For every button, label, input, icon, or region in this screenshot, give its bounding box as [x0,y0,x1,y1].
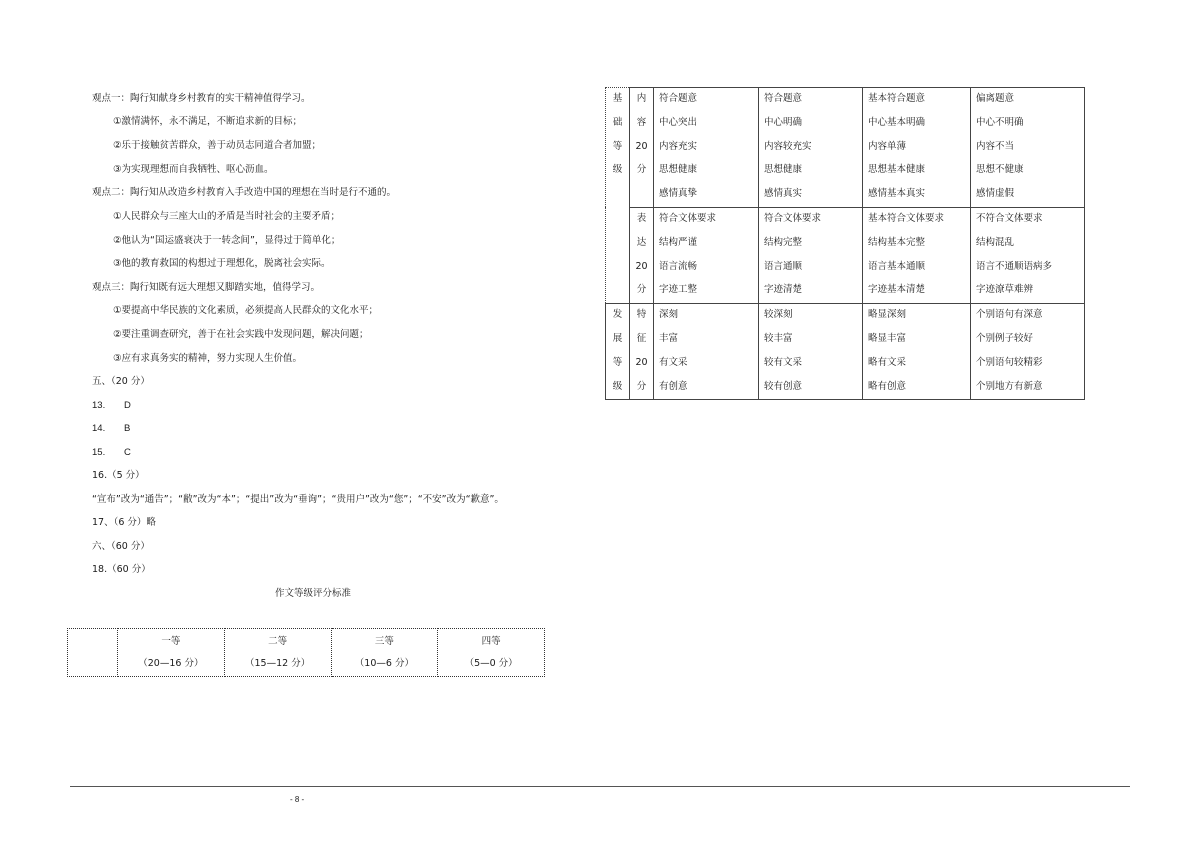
content-grade-3: 基本符合题意 中心基本明确 内容单薄 思想基本健康 感情基本真实 [863,88,971,208]
section-5-heading: 五、（20 分） [92,376,150,387]
view2-point-2: ②他认为“国运盛衰决于一转念间”，显得过于简单化； [113,235,341,246]
view3-point-3: ③应有求真务实的精神，努力实现人生价值。 [113,353,303,364]
view2-point-3: ③他的教育救国的构想过于理想化，脱离社会实际。 [113,258,331,269]
q16-heading: 16.（5 分） [92,470,145,481]
answer-value: D [124,400,131,411]
expression-grade-1: 符合文体要求 结构严谨 语言流畅 字迹工整 [654,207,759,303]
answer-number: 13. [92,400,106,411]
view1-point-1: ①激情满怀，永不满足，不断追求新的目标； [113,116,303,127]
expression-label: 表 达 20 分 [630,207,654,303]
blank-corner-cell [68,629,118,677]
section-6-heading: 六、（60 分） [92,541,150,552]
grade-cell: 三等 （10—6 分） [331,629,438,677]
view2-title: 观点二：陶行知从改造乡村教育入手改造中国的理想在当时是行不通的。 [92,187,397,198]
q18-heading: 18.（60 分） [92,564,151,575]
content-grade-4: 偏离题意 中心不明确 内容不当 思想不健康 感情虚假 [971,88,1085,208]
expression-grade-2: 符合文体要求 结构完整 语言通顺 字迹清楚 [759,207,863,303]
footer-rule [70,786,1130,787]
expression-grade-3: 基本符合文体要求 结构基本完整 语言基本通顺 字迹基本清楚 [863,207,971,303]
expression-grade-4: 不符合文体要求 结构混乱 语言不通顺语病多 字迹潦草难辨 [971,207,1085,303]
view1-point-3: ③为实现理想而自我牺牲、呕心沥血。 [113,164,274,175]
answer-number: 15. [92,447,106,458]
view1-point-2: ②乐于接触贫苦群众，善于动员志同道合者加盟； [113,140,322,151]
grade-cell: 四等 （5—0 分） [438,629,545,677]
answer-number: 14. [92,423,106,434]
answer-value: C [124,447,131,458]
view3-point-2: ②要注重调查研究，善于在社会实践中发现问题，解决问题； [113,329,369,340]
answer-value: B [124,423,131,434]
q16-answer: “宣布”改为“通告”；“敝”改为“本”；“提出”改为“垂询”；“贵用户”改为“您”；“不安”改为“歉意”。 [92,494,504,505]
view3-point-1: ①要提高中华民族的文化素质，必须提高人民群众的文化水平； [113,305,379,316]
view2-point-1: ①人民群众与三座大山的矛盾是当时社会的主要矛盾； [113,211,341,222]
basic-level-label: 基 础 等 级 [606,88,630,304]
feature-grade-3: 略显深刻 略显丰富 略有文采 略有创意 [863,304,971,400]
grade-cell: 二等 （15—12 分） [224,629,331,677]
view3-title: 观点三：陶行知既有远大理想又脚踏实地，值得学习。 [92,282,321,293]
development-level-label: 发 展 等 级 [606,304,630,400]
feature-grade-4: 个别语句有深意 个别例子较好 个别语句较精彩 个别地方有新意 [971,304,1085,400]
feature-grade-2: 较深刻 较丰富 较有文采 较有创意 [759,304,863,400]
feature-grade-1: 深刻 丰富 有文采 有创意 [654,304,759,400]
content-label: 内 容 20 分 [630,88,654,208]
content-grade-1: 符合题意 中心突出 内容充实 思想健康 感情真挚 [654,88,759,208]
q17-answer: 17、（6 分）略 [92,517,156,528]
criteria-table [605,87,1085,400]
feature-label: 特 征 20 分 [630,304,654,400]
grade-header-table [67,628,545,677]
grade-cell: 一等 （20—16 分） [118,629,225,677]
page-number: - 8 - [290,795,305,804]
grading-table-title: 作文等级评分标准 [275,588,352,599]
content-grade-2: 符合题意 中心明确 内容较充实 思想健康 感情真实 [759,88,863,208]
view1-title: 观点一：陶行知献身乡村教育的实干精神值得学习。 [92,93,311,104]
